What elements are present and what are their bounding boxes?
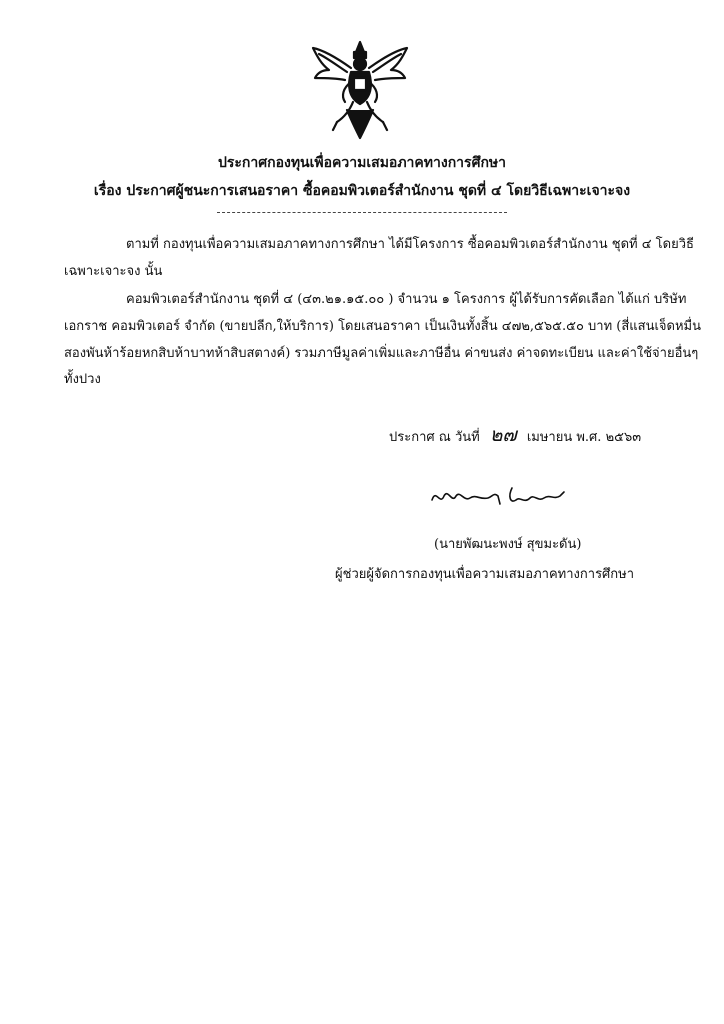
- date-prefix: ประกาศ ณ วันที่: [389, 430, 480, 445]
- announcement-date: [389, 420, 641, 450]
- signer-name: (นายพัฒนะพงษ์ สุขมะดัน): [434, 537, 582, 552]
- title-divider: [217, 212, 507, 213]
- handwritten-signature: [428, 478, 578, 512]
- paragraph-1-line-1: ตามที่ กองทุนเพื่อความเสมอภาคทางการศึกษา ได้มีโครงการ ซื้อคอมพิวเตอร์สำนักงาน ชุดที่ ๔ โดยวิธี: [126, 237, 694, 252]
- paragraph-2-line-2: เอกราช คอมพิวเตอร์ จำกัด (ขายปลีก,ให้บริการ) โดยเสนอราคา เป็นเงินทั้งสิ้น ๔๗๒,๕๖๕.๕๐ บาท (สี่แสนเจ็ดหมื่น: [64, 319, 702, 334]
- garuda-emblem-icon: [307, 38, 413, 144]
- paragraph-2-line-3: สองพันห้าร้อยหกสิบห้าบาทห้าสิบสตางค์) รวมภาษีมูลค่าเพิ่มและภาษีอื่น ค่าขนส่ง ค่าจดทะเบียน และค่าใช้จ่ายอื่นๆ: [64, 346, 699, 361]
- paragraph-2-line-1: คอมพิวเตอร์สำนักงาน ชุดที่ ๔ (๔๓.๒๑.๑๕.๐๐ ) จำนวน ๑ โครงการ ผู้ได้รับการคัดเลือก ได้แก่ บริษัท: [126, 292, 687, 307]
- date-suffix: เมษายน พ.ศ. ๒๕๖๓: [526, 430, 642, 445]
- date-day: ๒๗: [489, 424, 517, 446]
- signer-position: ผู้ช่วยผู้จัดการกองทุนเพื่อความเสมอภาคทางการศึกษา: [335, 567, 635, 582]
- document-subject: เรื่อง ประกาศผู้ชนะการเสนอราคา ซื้อคอมพิวเตอร์สำนักงาน ชุดที่ ๔ โดยวิธีเฉพาะเจาะจง: [93, 183, 631, 199]
- paragraph-1-line-2: เฉพาะเจาะจง นั้น: [64, 264, 163, 279]
- paragraph-2-line-4: ทั้งปวง: [64, 372, 101, 387]
- document-title: ประกาศกองทุนเพื่อความเสมอภาคทางการศึกษา: [217, 155, 507, 171]
